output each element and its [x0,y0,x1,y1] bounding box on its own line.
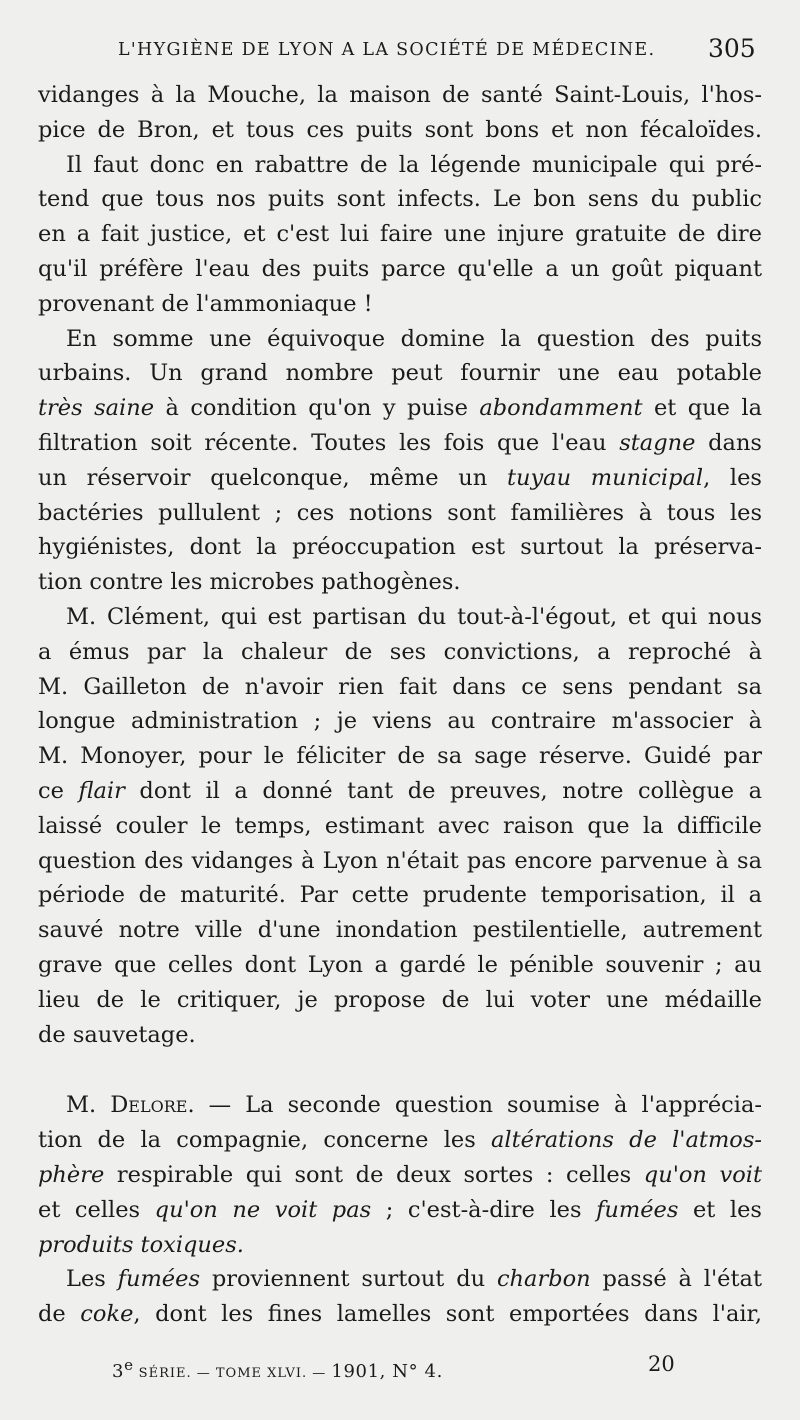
text-line: hygiénistes, dont la préoccupation est surtout la préserva- [38,534,762,561]
text-line: qu'il préfère l'eau des puits parce qu'elle a un goût piquant [38,255,762,282]
text-line [38,1193,762,1228]
text-line: en a fait justice, et c'est lui faire une injure gratuite de dire [38,221,762,248]
text-run: , les [703,464,762,491]
text-line [38,774,762,809]
signature-mark: 20 [648,1352,675,1376]
text-run: de [38,1301,81,1328]
text-line: En somme une équivoque domine la question des puits [66,325,762,352]
year-issue: 1901, N° 4. [331,1361,443,1382]
running-title: L'HYGIÈNE DE LYON A LA SOCIÉTÉ DE MÉDECINE. [118,40,656,60]
italic-phrase: fumées [596,1196,679,1223]
text-line: a émus par la chaleur de ses convictions, a reproché à [38,638,762,665]
text-run: respirable qui sont de deux sortes : celles [104,1161,644,1188]
speaker-name: Delore [110,1092,188,1119]
italic-phrase: très saine [38,395,155,422]
text-run: filtration soit récente. Toutes les fois que l'eau [38,429,620,456]
italic-phrase: flair [78,777,125,804]
text-line: sauvé notre ville d'une inondation pestilentielle, autrement [38,917,762,944]
text-run: dans [695,429,762,456]
italic-phrase: phère [38,1161,105,1188]
text-line: vidanges à la Mouche, la maison de santé Saint-Louis, l'hos- [38,82,762,108]
text-line: grave que celles dont Lyon a gardé le pénible souvenir ; au [38,951,762,978]
text-run: , dont les fines lamelles sont emportées dans l'air, [133,1301,762,1328]
text-line: lieu de le critiquer, je propose de lui voter une médaille [38,986,762,1013]
text-run: et celles [38,1196,155,1223]
text-run: . — La seconde question soumise à l'apprécia- [187,1092,762,1119]
text-line: M. Monoyer, pour le féliciter de sa sage réserve. Guidé par [38,743,762,770]
text-line: Il faut donc en rabattre de la légende municipale qui pré- [66,151,762,178]
text-run: ce [38,777,79,804]
text-line: bactéries pullulent ; ces notions sont familières à tous les [38,499,762,526]
text-line: pice de Bron, et tous ces puits sont bons et non fécaloïdes. [38,116,762,143]
italic-phrase: fumées [117,1266,200,1293]
text-run: et que la [642,395,763,422]
italic-phrase: tuyau municipal [506,464,704,491]
italic-phrase: coke [80,1301,134,1328]
italic-phrase: altérations de l'atmos- [490,1127,762,1154]
text-line: période de maturité. Par cette prudente temporisation, il a [38,882,762,909]
text-run: et les [678,1196,762,1223]
paragraph-gap [38,1052,762,1088]
body-text [38,78,762,1332]
text-line [38,1088,762,1123]
text-line: provenant de l'ammoniaque ! [38,290,373,317]
running-header [0,30,800,70]
italic-phrase: abondamment [479,395,643,422]
text-line [38,1297,762,1332]
text-run: Les [66,1266,118,1293]
text-run: proviennent surtout du [200,1266,497,1293]
series-superscript: e [124,1356,134,1374]
series-label: SÉRIE. — TOME XLVI. — [133,1366,332,1381]
text-line: de sauvetage. [38,1021,196,1048]
text-line [38,1262,762,1297]
text-line [38,1123,762,1158]
text-line [38,1158,762,1193]
text-run: ; c'est-à-dire les [371,1196,597,1223]
series-number: 3 [112,1361,125,1382]
text-line: urbains. Un grand nombre peut fournir une eau potable [38,360,762,387]
italic-phrase: qu'on ne voit pas [154,1196,372,1223]
italic-phrase: qu'on voit [643,1161,763,1188]
text-line: tion contre les microbes pathogènes. [38,569,461,596]
text-line: laissé couler le temps, estimant avec raison que la difficile [38,812,762,839]
text-line [38,426,762,461]
text-run: tion de la compagnie, concerne les [38,1127,491,1154]
text-line: tend que tous nos puits sont infects. Le bon sens du public [38,186,762,213]
text-line [38,391,762,426]
text-run: un réservoir quelconque, même un [38,464,507,491]
page-number: 305 [708,34,756,63]
text-line: longue administration ; je viens au contraire m'associer à [38,708,762,735]
text-run: M. [66,1092,111,1119]
series-info [112,1356,443,1382]
text-line [38,1228,762,1263]
page-footer [0,1352,800,1382]
text-line: question des vidanges à Lyon n'était pas encore parvenue à sa [38,847,762,874]
text-line: M. Gailleton de n'avoir rien fait dans ce sens pendant sa [38,673,762,700]
italic-phrase: produits toxiques. [38,1231,244,1258]
text-run: passé à l'état [590,1266,762,1293]
text-line [38,461,762,496]
text-line: M. Clément, qui est partisan du tout-à-l'égout, et qui nous [66,603,762,630]
italic-phrase: stagne [619,429,696,456]
italic-phrase: charbon [496,1266,591,1293]
text-run: à condition qu'on y puise [154,395,480,422]
text-run: dont il a donné tant de preuves, notre collègue a [124,777,762,804]
